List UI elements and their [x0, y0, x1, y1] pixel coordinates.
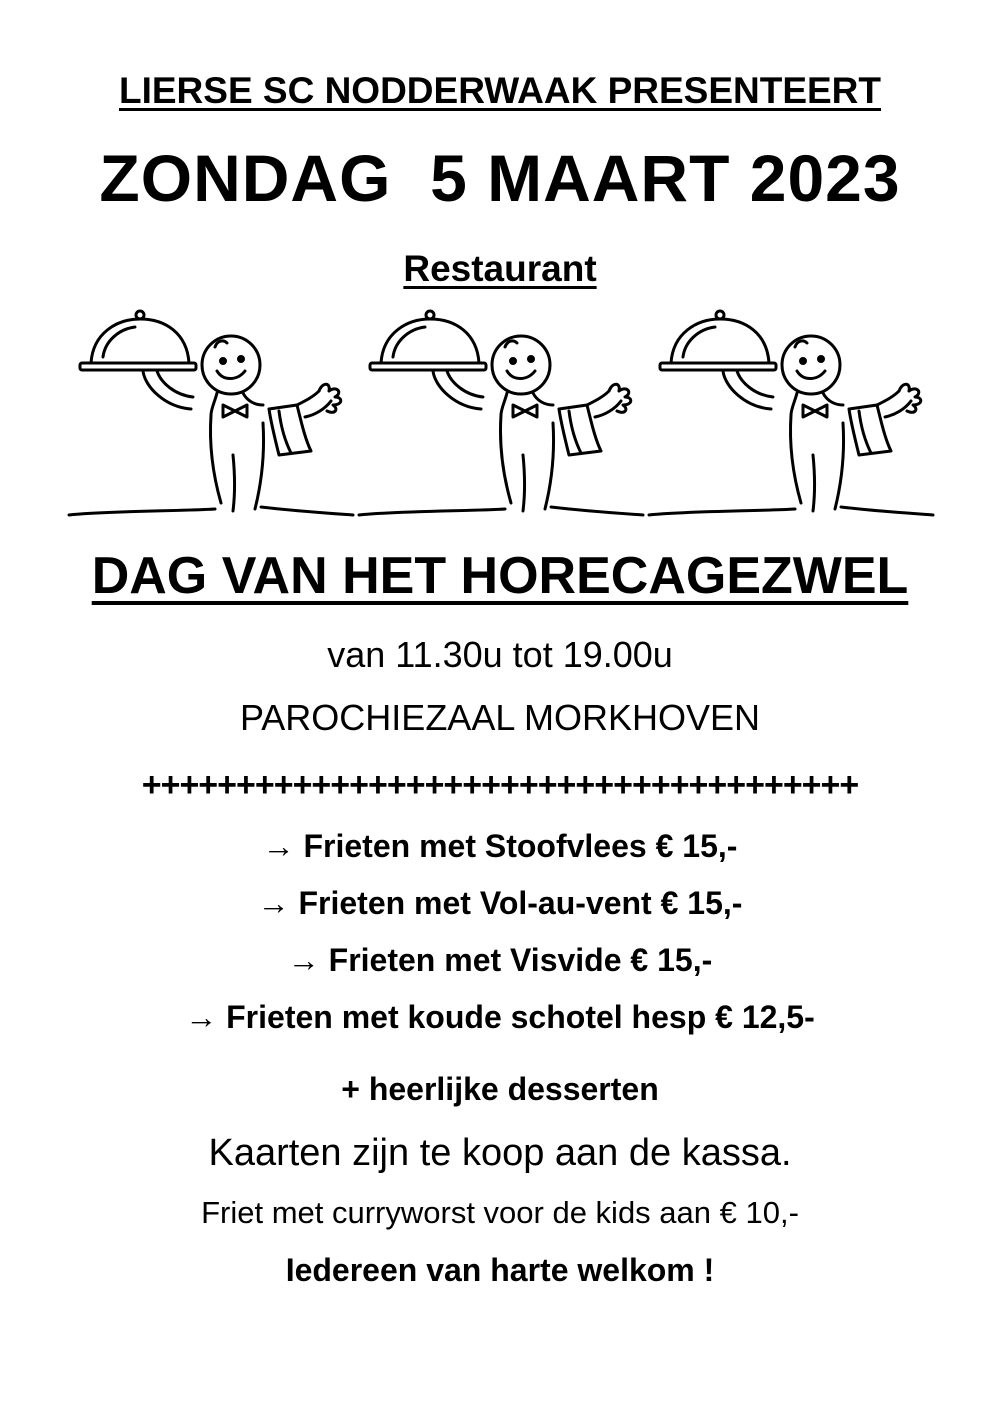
desserts-note: + heerlijke desserten [341, 1071, 659, 1107]
event-date: ZONDAG 5 MAART 2023 [99, 141, 901, 215]
waiters-illustration [65, 305, 937, 523]
opening-hours: van 11.30u tot 19.00u [327, 634, 673, 675]
presenter-heading [0, 72, 1000, 109]
menu-item: → Frieten met koude schotel hesp € 12,5- [185, 999, 815, 1035]
menu-item: → Frieten met Vol-au-vent € 15,- [257, 885, 743, 921]
tickets-note: Kaarten zijn te koop aan de kassa. [208, 1132, 792, 1174]
waiter-icon [69, 311, 353, 515]
venue-name: PAROCHIEZAAL MORKHOVEN [239, 697, 761, 738]
waiter-icon [359, 311, 643, 515]
waiter-icon [649, 311, 933, 515]
menu-item: → Frieten met Visvide € 15,- [287, 942, 713, 978]
restaurant-heading [0, 250, 1000, 287]
event-title [0, 547, 1000, 605]
event-title-text: DAG VAN HET HORECAGEZWEL [91, 547, 909, 605]
kids-menu-note: Friet met curryworst voor de kids aan € 10,- [201, 1195, 799, 1230]
plus-divider: ++++++++++++++++++++++++++++++++++++++ [141, 766, 859, 804]
restaurant-text: Restaurant [403, 248, 597, 289]
welcome-message: Iedereen van harte welkom ! [285, 1252, 715, 1288]
presenter-text: LIERSE SC NODDERWAAK PRESENTEERT [118, 70, 882, 111]
menu-item: → Frieten met Stoofvlees € 15,- [262, 828, 738, 864]
